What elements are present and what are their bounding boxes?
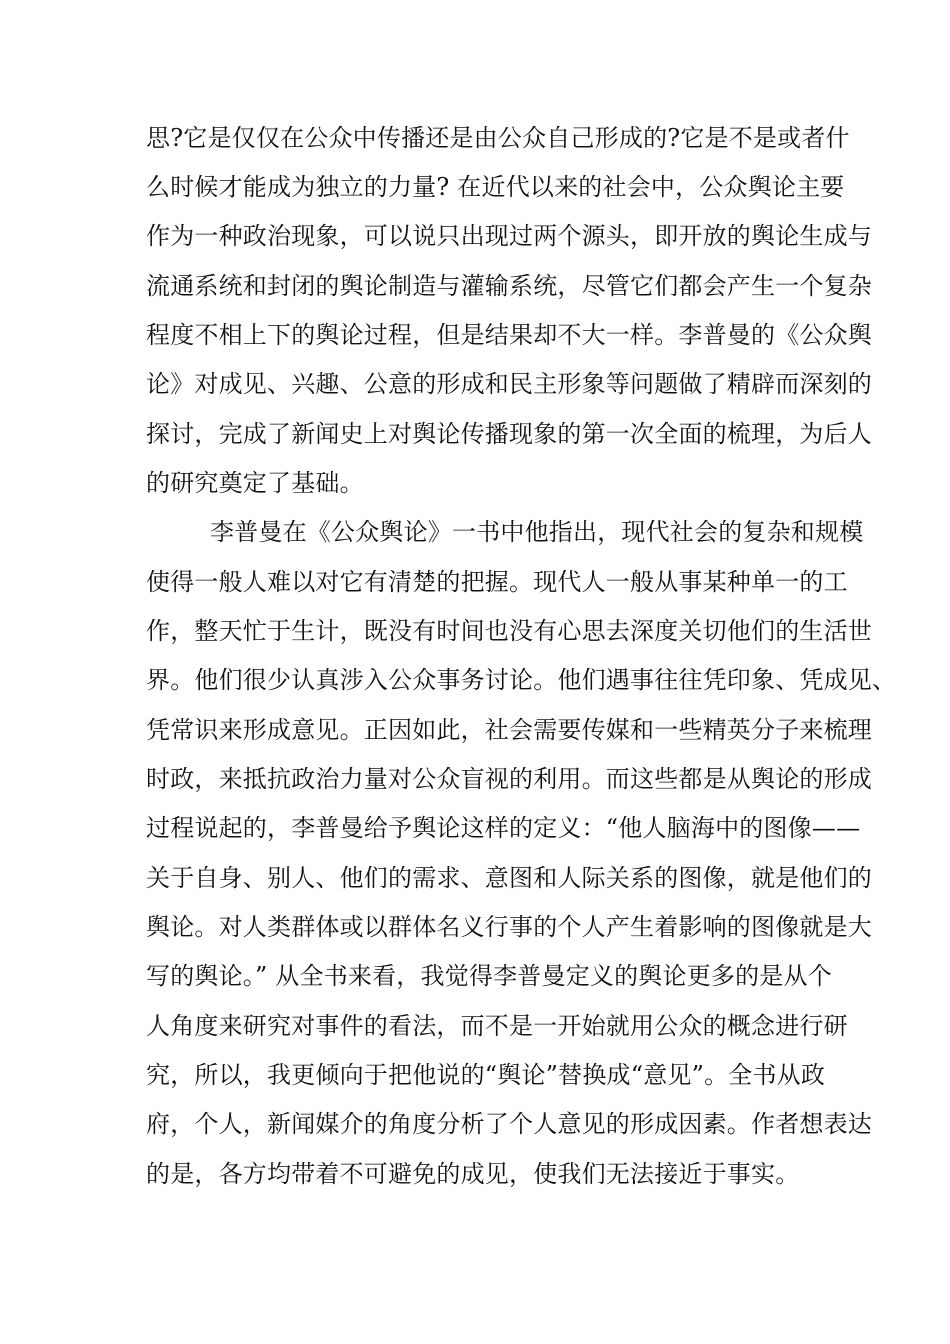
text-line: 究，所以，我更倾向于把他说的“舆论”替换成“意见”。全书从政 <box>146 1061 826 1089</box>
text-line: 么时候才能成为独立的力量? 在近代以来的社会中，公众舆论主要 <box>146 173 845 201</box>
text-line: 论》对成见、兴趣、公意的形成和民主形象等问题做了精辟而深刻的 <box>146 370 872 398</box>
text-line: 界。他们很少认真涉入公众事务讨论。他们遇事往往凭印象、凭成见、 <box>146 666 897 694</box>
text-line: 写的舆论。” 从全书来看，我觉得李普曼定义的舆论更多的是从个 <box>146 962 832 990</box>
text-line: 时政，来抵抗政治力量对公众盲视的利用。而这些都是从舆论的形成 <box>146 765 872 793</box>
text-line: 流通系统和封闭的舆论制造与灌输系统，尽管它们都会产生一个复杂 <box>146 272 872 300</box>
text-line: 凭常识来形成意见。正因如此，社会需要传媒和一些精英分子来梳理 <box>146 716 872 744</box>
paragraph-first-line: 李普曼在《公众舆论》一书中他指出，现代社会的复杂和规模 <box>210 518 864 546</box>
text-line: 的研究奠定了基础。 <box>146 469 364 497</box>
text-line: 作，整天忙于生计，既没有时间也没有心思去深度关切他们的生活世 <box>146 617 872 645</box>
text-line: 关于自身、别人、他们的需求、意图和人际关系的图像，就是他们的 <box>146 864 872 892</box>
text-line: 人角度来研究对事件的看法，而不是一开始就用公众的概念进行研 <box>146 1012 848 1040</box>
text-line: 作为一种政治现象，可以说只出现过两个源头，即开放的舆论生成与 <box>146 222 872 250</box>
text-line: 程度不相上下的舆论过程，但是结果却不大一样。李普曼的《公众舆 <box>146 321 872 349</box>
text-line: 过程说起的，李普曼给予舆论这样的定义：“他人脑海中的图像—— <box>146 814 861 842</box>
text-line: 府，个人，新闻媒介的角度分析了个人意见的形成因素。作者想表达 <box>146 1110 872 1138</box>
text-line: 思?它是仅仅在公众中传播还是由公众自己形成的?它是不是或者什 <box>146 124 850 152</box>
text-line: 舆论。对人类群体或以群体名义行事的个人产生着影响的图像就是大 <box>146 913 872 941</box>
text-line: 探讨，完成了新闻史上对舆论传播现象的第一次全面的梳理，为后人 <box>146 420 872 448</box>
text-line: 使得一般人难以对它有清楚的把握。现代人一般从事某种单一的工 <box>146 568 848 596</box>
text-line: 的是，各方均带着不可避免的成见，使我们无法接近于事实。 <box>146 1160 800 1188</box>
